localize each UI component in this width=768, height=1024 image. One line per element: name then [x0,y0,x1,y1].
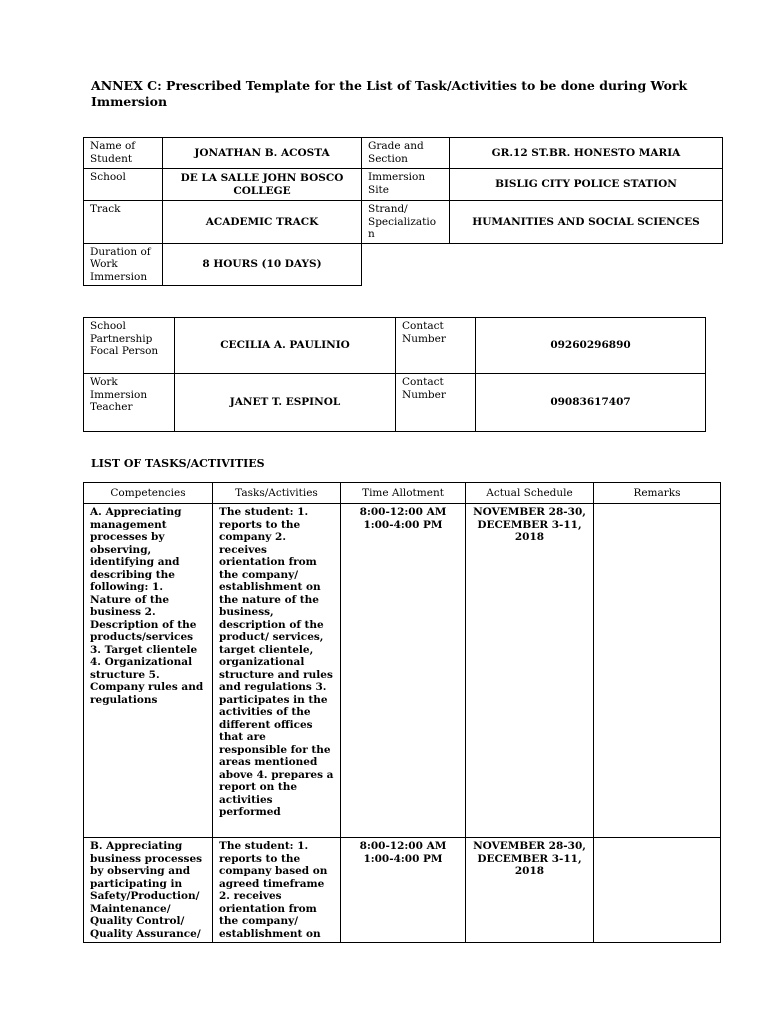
duration-value: 8 HOURS (10 DAYS) [163,243,362,286]
time-cell [341,504,466,838]
teacher-contact-value: 09083617407 [476,374,706,432]
school-value: DE LA SALLE JOHN BOSCO COLLEGE [163,169,362,201]
focal-person-label: School Partnership Focal Person [84,318,175,374]
site-value: BISLIG CITY POLICE STATION [450,169,723,201]
name-label: Name of Student [84,138,163,169]
student-info-table [83,137,723,286]
duration-label: Duration of Work Immersion [84,243,163,286]
tasks-cell: The student: 1. reports to the company 2. receives orientation from the company/ establishment on the nature of the business, description of the product/ services, target clientele, organizational structure and rules and regulations 3. participates in the activities of the different offices that are responsible for the areas mentioned above 4. prepares a report on the activities performed [213,504,341,838]
focal-person-value: CECILIA A. PAULINIO [175,318,396,374]
competencies-cell: B. Appreciating business processes by observing and participating in Safety/Production/ Maintenance/ Quality Control/ Quality Assurance/ [84,838,213,943]
schedule-cell: NOVEMBER 28-30, DECEMBER 3-11, 2018 [466,504,594,838]
document-title [91,78,691,110]
teacher-label: Work Immersion Teacher [84,374,175,432]
contact-table [83,317,706,432]
time-am: 8:00-12:00 AM [359,506,447,518]
name-value: JONATHAN B. ACOSTA [163,138,362,169]
tasks-table [83,482,721,943]
focal-contact-label: Contact Number [396,318,476,374]
schedule-cell: NOVEMBER 28-30, DECEMBER 3-11, 2018 [466,838,594,943]
title-line-1: ANNEX C: Prescribed Template for the List of Task/Activities to be done during Work [91,78,688,93]
empty-cell [362,243,723,286]
strand-label: Strand/ Specializatio n [362,201,450,244]
time-pm: 1:00-4:00 PM [363,852,443,865]
header-schedule: Actual Schedule [466,483,594,504]
track-value: ACADEMIC TRACK [163,201,362,244]
remarks-cell [594,838,721,943]
track-label: Track [84,201,163,244]
header-competencies: Competencies [84,483,213,504]
header-time: Time Allotment [341,483,466,504]
teacher-contact-label: Contact Number [396,374,476,432]
teacher-value: JANET T. ESPINOL [175,374,396,432]
header-tasks: Tasks/Activities [213,483,341,504]
strand-value: HUMANITIES AND SOCIAL SCIENCES [450,201,723,244]
school-label: School [84,169,163,201]
time-pm: 1:00-4:00 PM [363,518,443,531]
time-cell [341,838,466,943]
time-am: 8:00-12:00 AM [359,840,447,852]
focal-contact-value: 09260296890 [476,318,706,374]
competencies-cell: A. Appreciating management processes by observing, identifying and describing the following: 1. Nature of the business 2. Description of the products/services 3. Target clientele 4. Organizational structure 5. Company rules and regulations [84,504,213,838]
tasks-cell: The student: 1. reports to the company based on agreed timeframe 2. receives orientation from the company/ establishment on [213,838,341,943]
header-remarks: Remarks [594,483,721,504]
site-label: Immersion Site [362,169,450,201]
grade-value: GR.12 ST.BR. HONESTO MARIA [450,138,723,169]
table-row [84,838,721,943]
list-heading: LIST OF TASKS/ACTIVITIES [91,457,265,470]
grade-label: Grade and Section [362,138,450,169]
table-row [84,504,721,838]
remarks-cell [594,504,721,838]
title-line-2: Immersion [91,94,168,109]
